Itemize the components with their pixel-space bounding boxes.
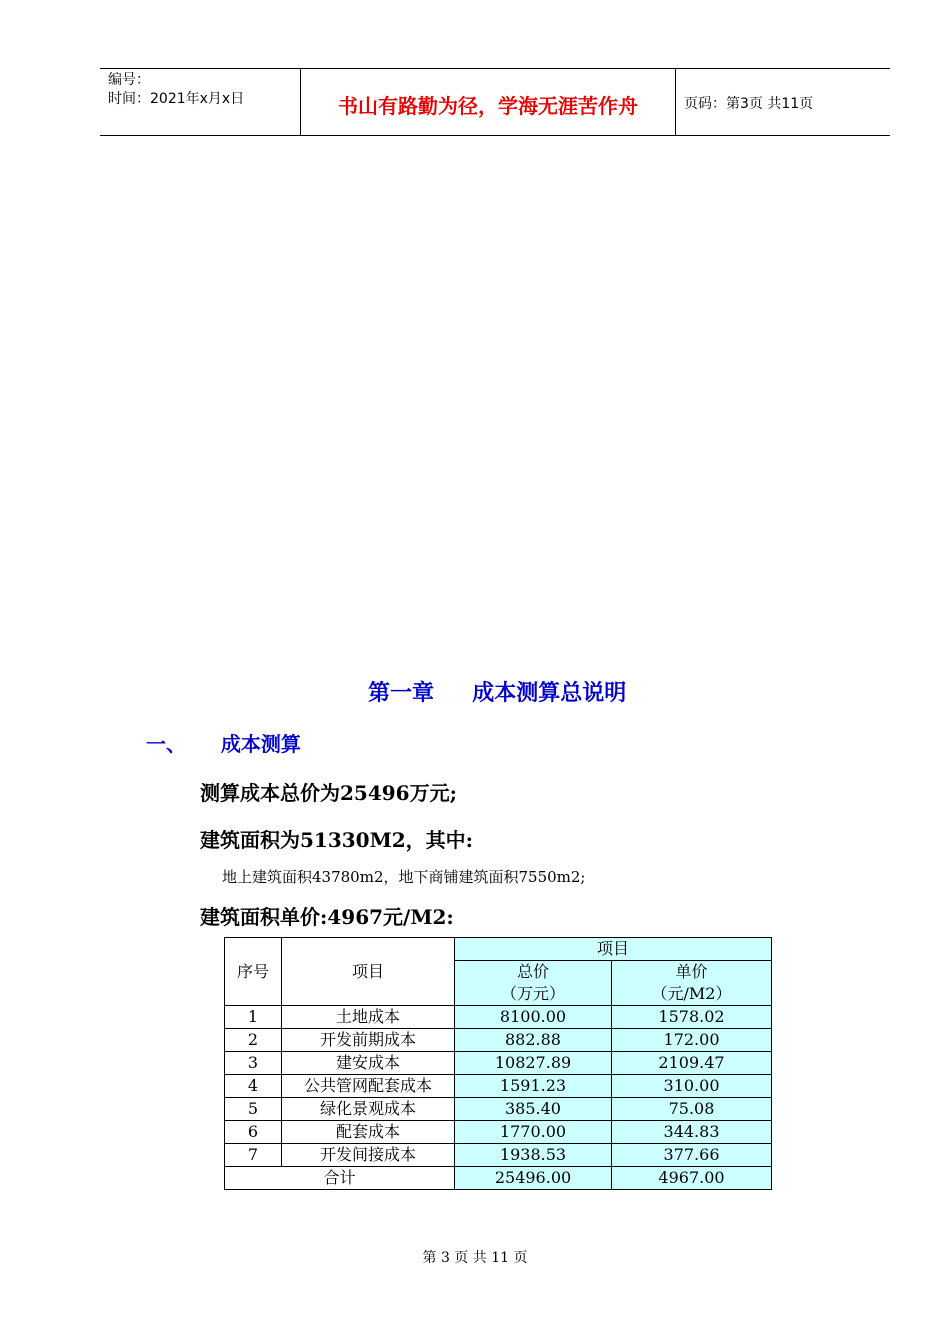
table-row bbox=[225, 1098, 772, 1121]
header-unit-price-label: 单价 bbox=[675, 962, 708, 981]
row-total: 385.40 bbox=[455, 1098, 612, 1121]
header-group: 项目 bbox=[455, 938, 772, 961]
row-total: 1591.23 bbox=[455, 1075, 612, 1098]
row-item: 开发间接成本 bbox=[282, 1144, 455, 1167]
header-motto-cell bbox=[301, 69, 676, 135]
row-unit: 377.66 bbox=[612, 1144, 772, 1167]
header-total-label: 总价 bbox=[516, 962, 549, 981]
row-item: 绿化景观成本 bbox=[282, 1098, 455, 1121]
table-row bbox=[225, 1121, 772, 1144]
row-seq: 2 bbox=[225, 1029, 282, 1052]
table-row bbox=[225, 1029, 772, 1052]
table-row bbox=[225, 1006, 772, 1029]
row-seq: 5 bbox=[225, 1098, 282, 1121]
header-seq: 序号 bbox=[225, 938, 282, 1006]
row-seq: 7 bbox=[225, 1144, 282, 1167]
row-seq: 6 bbox=[225, 1121, 282, 1144]
header-total-unit: （万元） bbox=[500, 984, 565, 1003]
table-sum-row bbox=[225, 1167, 772, 1190]
row-item: 土地成本 bbox=[282, 1006, 455, 1029]
header-motto: 书山有路勤为径，学海无涯苦作舟 bbox=[338, 93, 638, 118]
total-cost-line: 测算成本总价为25496万元; bbox=[200, 781, 457, 805]
page-footer: 第 3 页 共 11 页 bbox=[422, 1250, 528, 1266]
row-unit: 75.08 bbox=[612, 1098, 772, 1121]
header-page-info: 页码：第3页 共11页 bbox=[684, 96, 814, 112]
row-total: 10827.89 bbox=[455, 1052, 612, 1075]
table-row bbox=[225, 1144, 772, 1167]
row-item: 建安成本 bbox=[282, 1052, 455, 1075]
row-seq: 1 bbox=[225, 1006, 282, 1029]
header-time-label: 时间：2021年x月x日 bbox=[108, 91, 245, 107]
row-seq: 3 bbox=[225, 1052, 282, 1075]
header-item: 项目 bbox=[282, 938, 455, 1006]
chapter-title: 第一章 成本测算总说明 bbox=[368, 680, 627, 706]
row-total: 8100.00 bbox=[455, 1006, 612, 1029]
row-item: 开发前期成本 bbox=[282, 1029, 455, 1052]
cost-table bbox=[224, 937, 772, 1190]
row-item: 公共管网配套成本 bbox=[282, 1075, 455, 1098]
header-total bbox=[455, 961, 612, 1006]
row-seq: 4 bbox=[225, 1075, 282, 1098]
row-total: 882.88 bbox=[455, 1029, 612, 1052]
header-unit-price-unit: （元/M2） bbox=[651, 984, 732, 1003]
sum-total: 25496.00 bbox=[455, 1167, 612, 1190]
row-unit: 2109.47 bbox=[612, 1052, 772, 1075]
sum-label: 合计 bbox=[225, 1167, 455, 1190]
table-row bbox=[225, 1075, 772, 1098]
row-unit: 172.00 bbox=[612, 1029, 772, 1052]
header-meta bbox=[100, 69, 301, 135]
sum-unit: 4967.00 bbox=[612, 1167, 772, 1190]
row-unit: 1578.02 bbox=[612, 1006, 772, 1029]
row-total: 1770.00 bbox=[455, 1121, 612, 1144]
row-item: 配套成本 bbox=[282, 1121, 455, 1144]
building-area-line: 建筑面积为51330M2，其中: bbox=[200, 828, 474, 852]
table-row bbox=[225, 1052, 772, 1075]
row-total: 1938.53 bbox=[455, 1144, 612, 1167]
area-detail-line: 地上建筑面积43780m2，地下商铺建筑面积7550m2; bbox=[222, 868, 586, 886]
page-header bbox=[100, 68, 890, 136]
row-unit: 310.00 bbox=[612, 1075, 772, 1098]
header-number-label: 编号： bbox=[108, 72, 150, 88]
section-title: 一、 成本测算 bbox=[146, 732, 301, 756]
unit-price-line: 建筑面积单价:4967元/M2: bbox=[200, 905, 454, 929]
row-unit: 344.83 bbox=[612, 1121, 772, 1144]
header-unit-price bbox=[612, 961, 772, 1006]
